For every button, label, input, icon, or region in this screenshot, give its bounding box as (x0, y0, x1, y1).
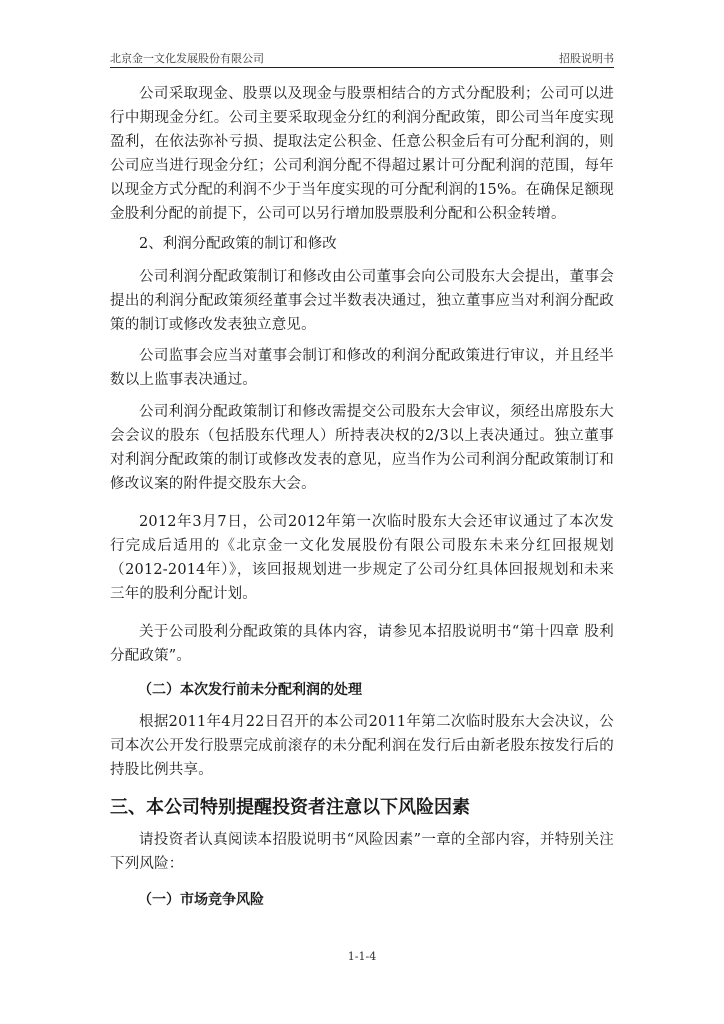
subheading-policy-formulation: 2、利润分配政策的制订和修改 (139, 236, 337, 252)
header-company-name: 北京金一文化发展股份有限公司 (110, 52, 264, 65)
paragraph-undistributed-profit: 根据2011年4月22日召开的本公司2011年第二次临时股东大会决议，公司本次公开发行股票完成前滚存的未分配利润在发行后由新老股东按发行后的持股比例共享。 (110, 714, 614, 778)
paragraph-risk-notice: 请投资者认真阅读本招股说明书“风险因素”一章的全部内容，并特别关注下列风险： (110, 832, 614, 872)
paragraph-reference-chapter: 关于公司股利分配政策的具体内容，请参见本招股说明书“第十四章 股利分配政策”。 (110, 624, 614, 664)
paragraph-board-proposal: 公司利润分配政策制订和修改由公司董事会向公司股东大会提出，董事会提出的利润分配政策须经董事会过半数表决通过，独立董事应当对利润分配政策的制订或修改发表独立意见。 (110, 269, 614, 333)
paragraph-cash-dividend-policy: 公司采取现金、股票以及现金与股票相结合的方式分配股利；公司可以进行中期现金分红。公司主要采取现金分红的利润分配政策，即公司当年度实现盈利，在依法弥补亏损、提取法定公积金、任意公积金后有可分配利润的，则公司应当进行现金分红；公司利润分配不得超过累计可分配利润的范围，每年以现金方式分配的利润不少于当年度实现的可分配利润的15%。在确保足额现金股利分配的前提下，公司可以另行增加股票股利分配和公积金转增。 (110, 86, 614, 222)
header-document-type: 招股说明书 (559, 52, 614, 65)
page-header (110, 50, 614, 68)
paragraph-return-plan: 2012年3月7日，公司2012年第一次临时股东大会还审议通过了本次发行完成后适用的《北京金一文化发展股份有限公司股东未来分红回报规划（2012-2014年）》，该回报规划进一步规定了公司分红具体回报规划和未来三年的股利分配计划。 (110, 514, 614, 602)
page-number: 1-1-4 (347, 950, 377, 963)
paragraph-shareholder-approval: 公司利润分配政策制订和修改需提交公司股东大会审议，须经出席股东大会会议的股东（包括股东代理人）所持表决权的2/3以上表决通过。独立董事对利润分配政策的制订或修改发表的意见，应当作为公司利润分配政策制订和修改议案的附件提交股东大会。 (110, 404, 614, 492)
heading-undistributed-profit: （二）本次发行前未分配利润的处理 (138, 682, 362, 698)
heading-risk-factors: 三、本公司特别提醒投资者注意以下风险因素 (110, 797, 470, 818)
header-divider (110, 67, 614, 68)
paragraph-supervisory-review: 公司监事会应当对董事会制订和修改的利润分配政策进行审议，并且经半数以上监事表决通过。 (110, 348, 614, 388)
heading-market-competition-risk: （一）市场竞争风险 (138, 892, 264, 908)
